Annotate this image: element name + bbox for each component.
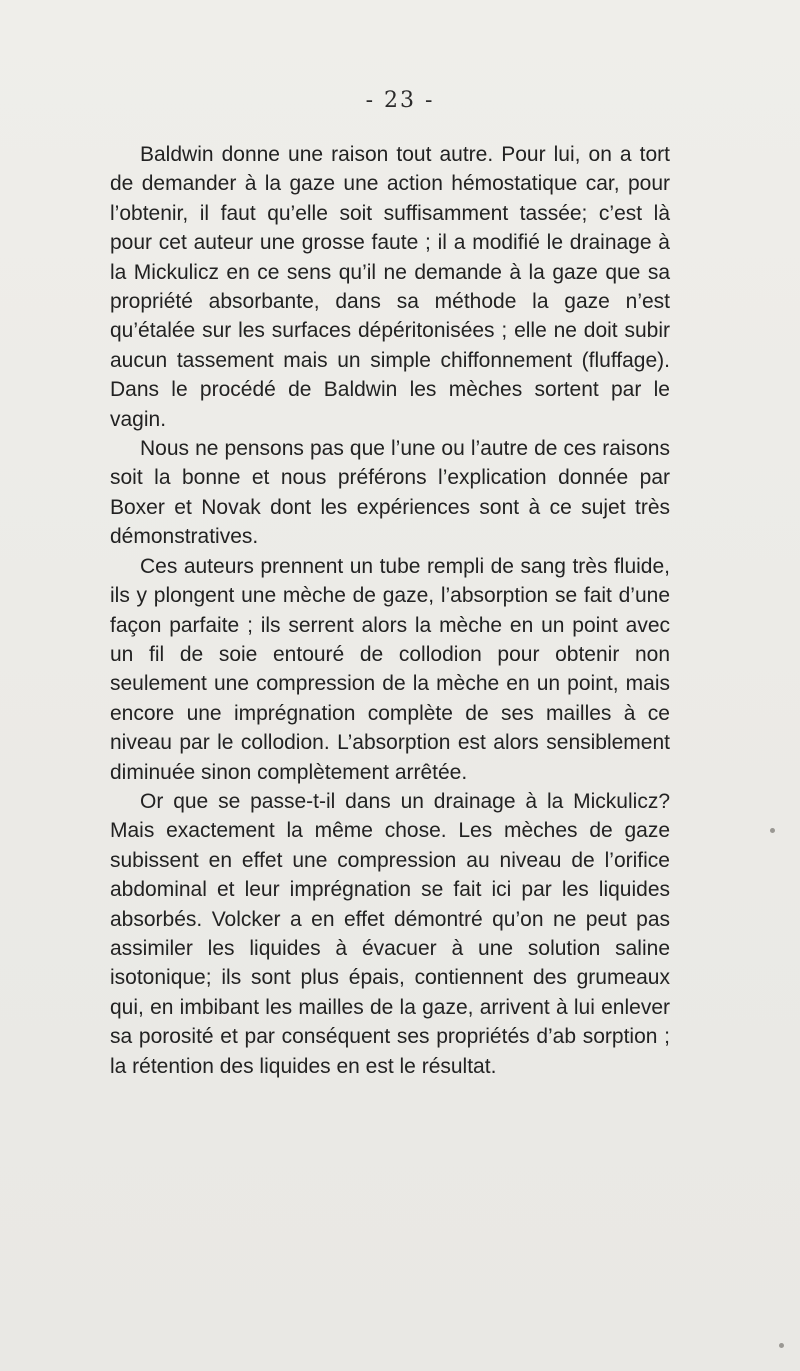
paper-speck	[770, 828, 775, 833]
paragraph-1: Baldwin donne une raison tout autre. Pour lui, on a tort de demander à la gaze une action hémostatique car, pour l’obtenir, il faut qu’elle soit suffisamment tassée; c’est là pour cet auteur une grosse faute ; il a modifié le drainage à la Mickulicz en ce sens qu’il ne demande à la gaze que sa propriété absorbante, dans sa méthode la gaze n’est qu’étalée sur les surfaces dépéritonisées ; elle ne doit subir aucun tassement mais un simple chiffonnement (fluffage). Dans le procédé de Baldwin les mèches sortent par le vagin.	[110, 143, 670, 431]
paragraph-4: Or que se passe-t-il dans un drainage à la Mickulicz? Mais exactement la même chose. Les mèches de gaze subissent en effet une compression au niveau de l’orifice abdominal et leur imprégnation se fait ici par les liquides absorbés. Volcker a en effet démontré qu’on ne peut pas assimiler les liquides à évacuer à une solution saline isotonique; ils sont plus épais, contiennent des grumeaux qui, en imbibant les mailles de la gaze, arrivent à lui enlever sa porosité et par conséquent ses propriétés d’ab sorption ; la rétention des liquides en est le résultat.	[110, 789, 670, 1078]
body-text	[110, 140, 670, 1081]
paragraph-3: Ces auteurs prennent un tube rempli de sang très fluide, ils y plongent une mèche de gaze, l’absorption se fait d’une façon parfaite ; ils serrent alors la mèche en un point avec un fil de soie entouré de collodion pour obtenir non seulement une compression de la mèche en un point, mais encore une imprégnation complète de ses mailles à ce niveau par le collodion. L’absorption est alors sensiblement diminuée sinon complètement arrêtée.	[110, 554, 670, 784]
page-number: - 23 -	[365, 88, 435, 113]
paper-speck	[779, 1343, 784, 1348]
paragraph-2: Nous ne pensons pas que l’une ou l’autre de ces raisons soit la bonne et nous préférons l’explication donnée par Boxer et Novak dont les expériences sont à ce sujet très démonstratives.	[110, 437, 670, 549]
